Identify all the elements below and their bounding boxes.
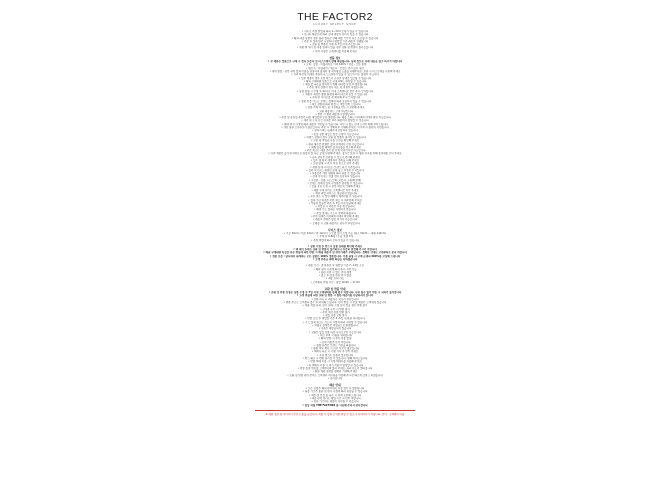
- detail-text-line: • 세일 상품 교환 불가: [323, 314, 347, 318]
- detail-text-line: • 문의 사항은 고객센터를 이용해 주세요: [312, 49, 358, 53]
- detail-text-line: • 제품 상세 사이즈는 브랜드 표기 기준입니다: [310, 165, 360, 169]
- detail-text-line: • 오염 발생 시 즉시 마른 천으로 닦아 주세요: [310, 162, 360, 166]
- section-title: 교환 및 반품 안내: [324, 287, 346, 292]
- detail-text-line: • 출고 후 송장 번호 문자 발송: [318, 274, 352, 278]
- detail-sections: [250, 30, 420, 407]
- detail-text-line: • 배송 중 분실 및 파손 시 전액 보상해 드립니다: [308, 393, 362, 397]
- detail-text-line: • 측정 방법에 따라 오차가 있을 수 있습니다: [310, 238, 360, 242]
- detail-text-line: • 현금 영수증 발행은 결제 단계에서 신청 가능합니다: [306, 142, 364, 146]
- detail-text-line: • 미입금 시 주문은 자동 취소됩니다: [315, 205, 355, 209]
- detail-text-line: • 이벤트 상품의 경우 교환 및 반품이 불가할 수 있습니다: [304, 135, 366, 139]
- detail-text-line: • 쿠폰 및 적립금 사용 조건을 확인해 주세요: [310, 139, 360, 143]
- detail-text-line: • 구매 전 사이즈를 꼭 확인해 주시기 바랍니다: [309, 96, 361, 100]
- detail-text-line: • 주문 제작 상품의 경우 취소 및 변경이 어렵습니다: [306, 86, 364, 90]
- detail-text-line: • 제품 택 제거 및 착용 흔적이 있을 경우 교환 및 반품이 불가능합니다: [296, 46, 374, 50]
- detail-text-line: • 개인 통관 고유부호가 필요합니다. 주문 시 정확하게 기재해 주세요. 미기재 시 통관이 지연됩니다: [281, 126, 389, 130]
- detail-text-line: • 주문 취소는 배송 준비 중 단계 이전까지만 가능합니다: [304, 149, 366, 153]
- detail-text-line: • 고객센터 운영 시간 : 평일 10:00 ~ 17:00: [310, 280, 360, 284]
- detail-text-line: • 향수 및 화학 제품과의 접촉을 피해 주세요: [310, 158, 360, 162]
- detail-text-line: • 해외 현지 사정에 따라 추가 지연 가능: [313, 267, 357, 271]
- detail-text-line: • 정품 보증 : 당사에서 판매하는 모든 상품은 100% 정품입니다. 가품 판명 시 구매 금액의 200%를 보상해 드립니다: [269, 254, 401, 258]
- detail-text-line: • 모니터 해상도에 따라 실제 색상과 차이가 있을 수 있습니다: [301, 33, 369, 37]
- detail-text-line: • 상세 이미지는 연출 컷이 포함되어 있습니다: [310, 175, 360, 179]
- detail-text-line: • 택 제거 후에는 교환 및 반품이 불가하오니 신중히 결정해 주시기 바랍니다: [293, 248, 377, 252]
- detail-text-line: • 회원 등급별 혜택은 공지사항을 참고해 주세요: [308, 145, 362, 149]
- detail-text-line: • 세탁 방법 : 전문 세탁 업체 이용을 권장하며 물세탁 및 직사광선 노출을 피해주세요. 보관 시 더스트백을 사용해 주세요: [269, 69, 401, 73]
- detail-text-line: • 오배송 시 교환 배송비는 당사가 부담합니다: [310, 221, 360, 225]
- detail-text-line: • 교환 및 반품은 수령 후 7일 이내 가능합니다: [309, 43, 361, 47]
- detail-text-line: • 반품 택배 이용 시 지정 택배사를 이용해 주세요: [308, 360, 362, 364]
- detail-text-line: • 택배사 파손 시 수령 거부 후 연락 주세요: [311, 350, 359, 354]
- detail-section: [250, 242, 420, 284]
- detail-text-line: • 배송지 변경은 발송 전까지 가능합니다: [312, 218, 358, 222]
- detail-text-line: • 분할 결제는 카드사 정책에 따릅니다: [314, 211, 356, 215]
- product-detail-page: [250, 12, 420, 416]
- detail-text-line: • 적립금 결제분은 적립금으로 환원됩니다: [312, 324, 358, 328]
- detail-text-line: • 반송 송장 번호를 고객센터에 알려 주세요. 처리 속도가 빨라집니다: [297, 366, 373, 370]
- detail-text-line: • 가죽 특성상 미세한 주름이나 스크래치가 있을 수 있으며 이는 불량이 아닙니다: [291, 73, 379, 77]
- detail-section: [250, 287, 420, 380]
- detail-text-line: • 배송 기간은 통관 및 현지 사정에 따라 변동될 수 있습니다: [302, 390, 368, 394]
- detail-text-line: • 구성품 누락 시 반품 불가: [320, 307, 350, 311]
- detail-text-line: • 모든 상품은 해외 현지에서 직접 검수 후 발송됩니다: [305, 387, 365, 391]
- detail-text-line: • 해외 배송 상품의 경우 통관 절차로 인해 배송 기간이 다소 소요될 수 있습니다: [291, 36, 379, 40]
- detail-text-line: • 본 제품은 정품으로 구매 시 정식 보증서 및 더스트백이 함께 제공됩니다. 상세 정보는 아래 내용을 참고 하시기 바랍니다: [267, 60, 403, 64]
- detail-text-line: • 금속 장식은 산화될 수 있으니 주의해 주세요: [309, 155, 361, 159]
- detail-text-line: • 상품 하자 시 배송비는 당사가 부담합니다: [311, 297, 359, 301]
- detail-text-line: • 쿠폰은 재발급되지 않습니다: [318, 327, 352, 331]
- detail-text-line: • 무게 약 0.8kg / 수납 포켓 3개: [317, 235, 353, 239]
- detail-text-line: • 배송 중 파손을 방지하기 위해 에어캡 포장 후 발송됩니다: [302, 83, 368, 87]
- detail-section: [250, 228, 420, 242]
- detail-text-line: • 재고 상황에 따라 품절 시 개별 연락 드립니다: [309, 102, 361, 106]
- detail-text-line: • 반품 주소는 고객센터 접수 후 안내해 드립니다. 임의 반송 시 분실 책임은 고객에게 있습니다: [283, 300, 387, 304]
- detail-text-line: • 해외 카드 결제는 지원되지 않습니다: [314, 208, 356, 212]
- detail-section: [250, 383, 420, 407]
- detail-text-line: • 상품 수령 후 반드시 상품 상태를 확인해 주세요: [307, 244, 363, 248]
- section-title: 상품 정보: [329, 56, 341, 61]
- detail-text-line: • 사이즈 측정 방법에 따라 1~3cm 오차가 있을 수 있습니다: [301, 30, 368, 33]
- detail-text-line: • 불량 여부 확인 시 사진 자료가 필요합니다: [310, 347, 360, 351]
- detail-text-line: • 상품 불량 시 수령 후 24시간 이내 고객센터로 연락 주시기 바랍니다: [296, 89, 374, 93]
- detail-text-line: • 주문 후 결제 완료 시점부터 영업일 기준 배송이 진행됩니다: [301, 39, 369, 43]
- detail-text-line: • 카드 결제 취소는 카드사 사정에 따라 지연될 수 있습니다: [302, 320, 368, 324]
- detail-text-line: • 관부가세는 판매가에 포함되어 있습니다: [312, 129, 358, 133]
- detail-text-line: • 원산지 : 이탈리아 / 제조사 : 브랜드 본사 공식 생산: [306, 66, 364, 70]
- detail-text-line: • 대량 구매 문의는 고객센터로 연락 주세요: [311, 188, 359, 192]
- detail-text-line: • 상세 비용은 문의 바랍니다: [319, 340, 351, 344]
- brand-tagline: LUXURY SELECT SHOP: [313, 23, 357, 26]
- detail-text-line: • 제품 착용 흔적, 향수 냄새, 오염 등이 있을 경우 반품 불가: [302, 304, 368, 308]
- detail-text-line: • 감사합니다: [327, 376, 343, 380]
- section-title: 배송 안내: [329, 383, 341, 388]
- detail-text-line: • 주문 제작 상품 반품 불가: [320, 310, 350, 314]
- detail-text-line: • 연휴 기간에는 배송이 지연될 수 있습니다: [311, 400, 359, 404]
- detail-text-line: • 실측 사이즈는 평평한 곳에 놓고 측정한 수치입니다: [306, 168, 364, 172]
- copyright-notice: ※ 제품 정보 및 이미지의 무단 도용을 금합니다. 적발 시 법적 조치를 취할 수 있으니 유의하시기 바랍니다. 문의 : 고객센터 이용: [265, 412, 405, 416]
- detail-text-line: • 착용감은 개인 체형에 따라 다를 수 있습니다: [309, 172, 361, 176]
- detail-text-line: • 배송 기간 : 결제 완료 후 영업일 기준 7~14일 소요: [305, 264, 365, 268]
- detail-text-line: • 교환은 동일 상품 다른 사이즈로만 가능합니다: [308, 330, 362, 334]
- detail-text-line: • 반품 시 왕복 배송비가 발생합니다: [315, 112, 355, 116]
- detail-text-line: • 통관 지연 시 별도 안내 예정: [318, 270, 352, 274]
- detail-text-line: • 부분 취소 시 할인 혜택이 재계산될 수 있습니다: [308, 195, 362, 199]
- detail-text-line: • 소재 : 겉감 - 이탈리아산 가죽 100% / 안감 - 코튼 혼방: [303, 63, 367, 67]
- section-title: 사이즈 정보: [328, 227, 342, 232]
- detail-text-line: • 브랜드 정책상 일부 구성품은 변경될 수 있습니다: [307, 182, 363, 186]
- detail-text-line: • 교환 및 반품 신청은 상품 수령 후 7일 이내 고객센터를 통해 접수 바랍니다. 사전 접수 없이 반송 시 처리가 불가합니다: [268, 291, 402, 295]
- detail-text-line: • 교환 배송비는 고객 부담입니다: [316, 109, 354, 113]
- detail-text-line: • 무통장 입금은 주문 후 3일 이내 입금해 주세요: [308, 201, 362, 205]
- detail-text-line: • 불량 판정은 브랜드 기준을 따릅니다: [314, 343, 356, 347]
- detail-text-line: • 배송 조회 가능: [325, 277, 345, 281]
- detail-text-line: • 주말 및 공휴일 주문은 다음 영업일에 순차 발송됩니다. 배송 조회는 마이페이지에서 확인 가능합니다: [279, 116, 391, 120]
- detail-text-line: • 제주 및 도서 산간 지역은 추가 배송비가 발생할 수 있습니다: [301, 119, 369, 123]
- notice-divider: [255, 410, 415, 411]
- detail-section: [250, 56, 420, 225]
- detail-text-line: • 항상 저희 THE FACTOR2 를 이용해 주셔서 감사합니다: [302, 403, 368, 407]
- detail-text-line: • 가로 30cm / 세로 22cm / 폭 12cm / 스트랩 길이 조절 가능 (최소 50cm ~ 최대 110cm): [283, 231, 387, 235]
- detail-text-line: • 제품의 색상은 촬영 환경에 따라 다르게 보일 수 있습니다: [302, 93, 368, 97]
- detail-text-line: • 선물 포장 요청 시 주문 메모에 기재해 주세요: [309, 185, 361, 189]
- detail-text-line: • 고객 변심에 의한 교환 및 반품 시 왕복 배송비를 부담하셔야 합니다: [296, 294, 374, 298]
- detail-section: [250, 30, 420, 53]
- detail-text-line: • 일부 제품의 경우 포장 박스가 손상된 상태로 입고될 수 있습니다: [298, 76, 372, 80]
- detail-text-line: • 매장 픽업 서비스는 제공하지 않습니다: [312, 191, 358, 195]
- detail-text-line: • 해외 현지 사정에 따라 배송이 지연될 수 있습니다. 지연 시 별도 안내 드리며 양해 부탁드립니다: [282, 122, 388, 126]
- detail-text-line: • 동일 상품 재입고 알림 신청이 가능합니다: [311, 132, 359, 136]
- detail-text-line: • 주문 내역은 마이페이지에서 확인해 주세요: [310, 215, 360, 219]
- detail-text-line: • 구성품 : 본품, 더스트백, 보증서, 쇼핑백(선택): [308, 178, 362, 182]
- detail-text-line: • 상품 수령 후 박스 및 구성품을 반드시 보관해 주세요: [305, 106, 365, 110]
- detail-text-line: • 정품 인증 카드는 브랜드 정책에 따라 포함되지 않을 수 있습니다: [298, 99, 372, 103]
- detail-text-line: • 박스 훼손 시 반품 불가할 수 있습니다. 양해 부탁드립니다: [302, 357, 368, 361]
- detail-text-line: • 해외 구매대행 특성상 단순 변심에 의한 반품 시 해외 배송비 및 관부가세가 부과됩니다. 정확한 안내는 고객센터로 문의 바랍니다: [263, 251, 407, 255]
- detail-text-line: • 해외 구매대행 상품으로 국내 A/S는 제한될 수 있습니다: [303, 79, 367, 83]
- detail-text-line: • 포장 박스는 상품의 일부입니다: [316, 353, 354, 357]
- detail-text-line: • 해외 반품 시 추가 비용 발생: [318, 337, 352, 341]
- detail-text-line: • 교환 및 반품 관련 문의는 고객센터 게시판을 이용해 주시면 빠르게 답변 드리겠습니다: [287, 373, 383, 377]
- detail-text-line: • 타 택배사 이용 시 추가 비용이 발생할 수 있습니다: [306, 363, 364, 367]
- detail-text-line: • 배송 관련 문의는 영업 시간 내 연락 바랍니다: [309, 396, 361, 400]
- detail-text-line: • 가죽 제품은 습기에 약하므로 통풍이 잘 되는 곳에 보관해 주세요. 장기간 보관 시 형태 유지를 위해 충전재를 넣어 주세요: [268, 152, 402, 156]
- detail-text-line: • 반품 승인 후 영업일 기준 3~5일 내 환불 처리됩니다: [305, 317, 365, 321]
- detail-text-line: • 재고 부족 시 환불 처리됩니다: [317, 333, 353, 337]
- detail-text-line: • 결제 수단 변경은 주문 취소 후 재주문해 주세요: [308, 198, 362, 202]
- brand-logo: THE FACTOR2: [297, 11, 373, 23]
- detail-text-line: • 고객 만족을 위해 최선을 다하겠습니다: [312, 258, 358, 261]
- detail-text-line: • 환불 계좌 정보를 정확히 기재해 주세요: [312, 370, 358, 374]
